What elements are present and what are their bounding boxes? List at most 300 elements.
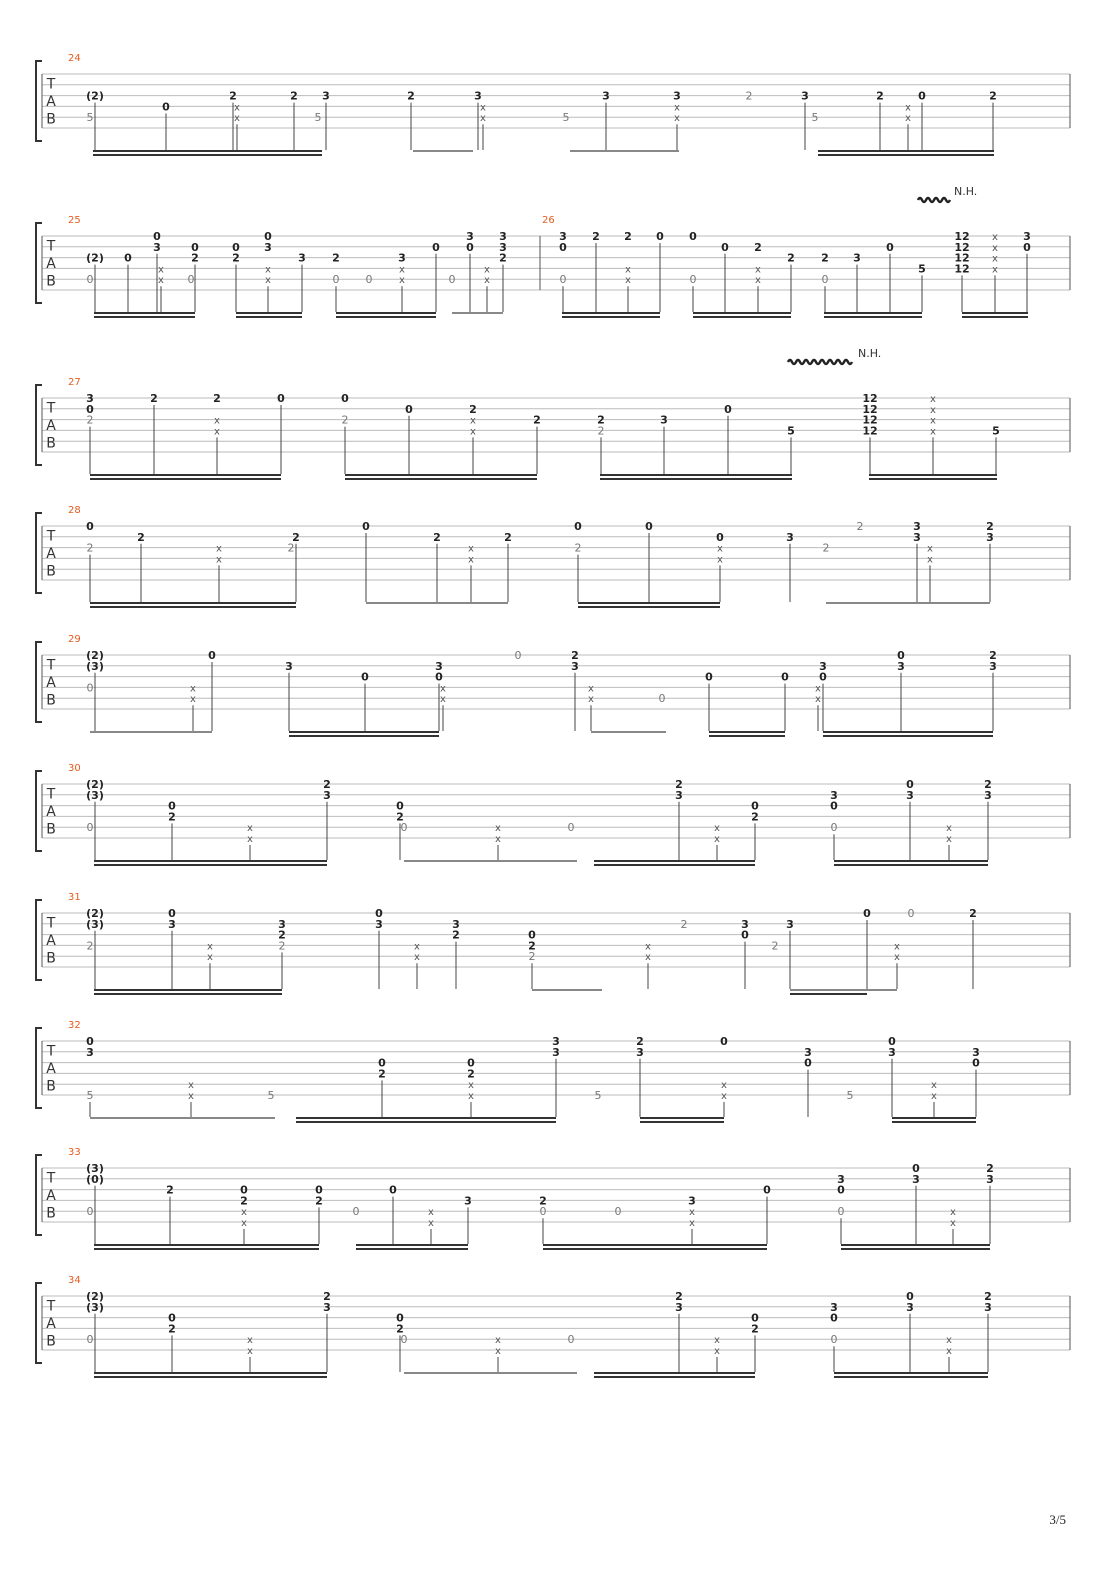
fret-number: 2 xyxy=(592,230,600,243)
muted-note: x xyxy=(484,264,490,276)
natural-harmonic-label: N.H. xyxy=(954,185,978,198)
rhythm-beam xyxy=(366,602,508,604)
rhythm-beam xyxy=(869,474,997,476)
ghost-fret-number: 0 xyxy=(86,273,94,287)
rhythm-beam xyxy=(90,1117,275,1119)
fret-number: 2 xyxy=(137,530,145,544)
system-bracket xyxy=(36,771,42,851)
muted-note: x xyxy=(755,275,761,287)
rhythm-beam xyxy=(640,1121,724,1123)
muted-note: x xyxy=(440,694,446,706)
muted-note: x xyxy=(930,404,936,416)
fret-number: 2 xyxy=(378,1067,386,1081)
fret-number: 3 xyxy=(571,659,579,673)
bar-number: 30 xyxy=(68,763,81,774)
muted-note: x xyxy=(714,834,720,845)
fret-number: 3 xyxy=(1023,230,1031,243)
fret-number: 2 xyxy=(986,520,994,533)
muted-note: x xyxy=(689,1218,695,1229)
fret-number: 0 xyxy=(897,649,905,662)
rhythm-beam xyxy=(892,1121,976,1123)
muted-note: x xyxy=(721,1080,727,1092)
fret-number: 12 xyxy=(862,402,878,416)
tab-clef-letter: A xyxy=(46,675,56,691)
fret-number: 3 xyxy=(466,230,474,243)
muted-note: x xyxy=(207,941,213,953)
fret-number: 2 xyxy=(675,778,683,791)
ghost-fret-number: 2 xyxy=(597,424,605,438)
fret-number: 3 xyxy=(264,240,272,254)
muted-note: x xyxy=(468,543,474,555)
fret-number: 2 xyxy=(290,89,298,103)
fret-number: 3 xyxy=(660,413,668,427)
tab-clef-letter: B xyxy=(46,692,56,709)
fret-number: 0 xyxy=(656,230,664,243)
fret-number: (0) xyxy=(86,1172,104,1186)
fret-number: 0 xyxy=(830,1311,838,1325)
fret-number: 0 xyxy=(819,670,827,684)
fret-number: 2 xyxy=(407,89,415,103)
tab-clef-letter: T xyxy=(46,1170,56,1187)
muted-note: x xyxy=(247,1335,253,1347)
muted-note: x xyxy=(645,941,651,953)
fret-number: 0 xyxy=(341,392,349,405)
tab-clef-letter: T xyxy=(46,238,56,255)
ghost-fret-number: 0 xyxy=(86,681,94,695)
tab-system xyxy=(36,53,1070,156)
fret-number: 2 xyxy=(499,251,507,265)
tab-clef-letter: B xyxy=(46,950,56,967)
fret-number: 0 xyxy=(972,1056,980,1070)
tab-system xyxy=(36,505,1070,608)
muted-note: x xyxy=(468,554,474,566)
rhythm-beam xyxy=(345,474,537,476)
fret-number: 3 xyxy=(168,917,176,931)
rhythm-beam xyxy=(790,993,867,995)
muted-note: x xyxy=(495,1335,501,1347)
fret-number: 3 xyxy=(972,1045,980,1059)
fret-number: 0 xyxy=(375,907,383,920)
muted-note: x xyxy=(265,275,271,287)
rhythm-beam xyxy=(93,150,322,152)
fret-number: 0 xyxy=(721,240,729,254)
fret-number: 0 xyxy=(162,100,170,114)
fret-number: 3 xyxy=(888,1045,896,1059)
ghost-fret-number: 0 xyxy=(352,1205,360,1219)
bar-number: 24 xyxy=(68,53,81,64)
rhythm-beam xyxy=(90,606,296,608)
fret-number: 0 xyxy=(405,402,413,416)
fret-number: 3 xyxy=(913,520,921,533)
muted-note: x xyxy=(480,102,486,114)
vibrato-squiggle xyxy=(788,360,852,364)
fret-number: 2 xyxy=(292,530,300,544)
muted-note: x xyxy=(207,952,213,964)
fret-number: 2 xyxy=(989,649,997,662)
fret-number: 3 xyxy=(474,89,482,103)
tab-system xyxy=(36,1275,1070,1378)
fret-number: 0 xyxy=(315,1183,323,1197)
ghost-fret-number: 2 xyxy=(278,939,286,953)
fret-number: 3 xyxy=(830,1300,838,1314)
fret-number: 0 xyxy=(361,670,369,684)
fret-number: 2 xyxy=(989,89,997,103)
fret-number: 0 xyxy=(168,1311,176,1325)
ghost-fret-number: 0 xyxy=(658,692,666,706)
ghost-fret-number: 2 xyxy=(822,541,830,555)
fret-number: 0 xyxy=(208,649,216,662)
ghost-fret-number: 0 xyxy=(567,821,575,835)
fret-number: 0 xyxy=(888,1035,896,1048)
muted-note: x xyxy=(927,543,933,555)
fret-number: 12 xyxy=(862,392,878,405)
rhythm-beam xyxy=(823,735,993,737)
fret-number: 2 xyxy=(597,413,605,427)
rhythm-beam xyxy=(841,1244,990,1246)
fret-number: 0 xyxy=(1023,240,1031,254)
fret-number: 3 xyxy=(375,917,383,931)
system-bracket xyxy=(36,642,42,722)
fret-number: 2 xyxy=(469,402,477,416)
tab-clef-letter: B xyxy=(46,1205,56,1222)
fret-number: 3 xyxy=(499,240,507,254)
fret-number: 2 xyxy=(533,413,541,427)
muted-note: x xyxy=(158,264,164,276)
muted-note: x xyxy=(717,554,723,566)
fret-number: (2) xyxy=(86,649,104,662)
fret-number: 0 xyxy=(86,402,94,416)
fret-number: 2 xyxy=(396,810,404,824)
muted-note: x xyxy=(414,941,420,953)
fret-number: 12 xyxy=(954,240,970,254)
fret-number: 0 xyxy=(689,230,697,243)
muted-note: x xyxy=(689,1207,695,1219)
fret-number: (2) xyxy=(86,89,104,103)
fret-number: 2 xyxy=(278,928,286,942)
fret-number: 2 xyxy=(433,530,441,544)
tab-clef-letter: A xyxy=(46,1188,56,1204)
fret-number: 2 xyxy=(240,1194,248,1208)
fret-number: 12 xyxy=(862,413,878,427)
rhythm-beam xyxy=(93,154,322,156)
fret-number: 2 xyxy=(984,778,992,791)
fret-number: 2 xyxy=(624,230,632,243)
muted-note: x xyxy=(247,834,253,845)
fret-number: 0 xyxy=(264,230,272,243)
fret-number: 3 xyxy=(804,1045,812,1059)
fret-number: (2) xyxy=(86,907,104,920)
fret-number: 3 xyxy=(830,788,838,802)
fret-number: 2 xyxy=(168,810,176,824)
tab-clef-letter: B xyxy=(46,435,56,452)
bar-number: 29 xyxy=(68,634,81,645)
ghost-fret-number: 0 xyxy=(86,1205,94,1219)
fret-number: (3) xyxy=(86,917,104,931)
fret-number: 0 xyxy=(168,799,176,813)
fret-number: (2) xyxy=(86,778,104,791)
ghost-fret-number: 0 xyxy=(689,273,697,287)
fret-number: 5 xyxy=(992,424,1000,438)
muted-note: x xyxy=(931,1091,937,1102)
fret-number: 3 xyxy=(559,230,567,243)
rhythm-beam xyxy=(693,316,791,318)
fret-number: (2) xyxy=(86,251,104,265)
fret-number: (3) xyxy=(86,788,104,802)
fret-number: 0 xyxy=(716,530,724,544)
muted-note: x xyxy=(247,1346,253,1357)
fret-number: 0 xyxy=(232,240,240,254)
tab-clef-letter: A xyxy=(46,418,56,434)
muted-note: x xyxy=(190,683,196,695)
muted-note: x xyxy=(946,1346,952,1357)
fret-number: 3 xyxy=(552,1035,560,1048)
ghost-fret-number: 0 xyxy=(514,649,522,662)
tab-clef-letter: T xyxy=(46,1043,56,1060)
fret-number: 2 xyxy=(232,251,240,265)
fret-number: 0 xyxy=(863,907,871,920)
fret-number: 0 xyxy=(435,670,443,684)
rhythm-beam xyxy=(594,860,755,862)
fret-number: 3 xyxy=(278,917,286,931)
fret-number: 5 xyxy=(787,424,795,438)
fret-number: 0 xyxy=(559,240,567,254)
tab-clef-letter: B xyxy=(46,821,56,838)
ghost-fret-number: 0 xyxy=(821,273,829,287)
fret-number: 3 xyxy=(86,1045,94,1059)
muted-note: x xyxy=(265,264,271,276)
fret-number: 0 xyxy=(918,89,926,103)
rhythm-beam xyxy=(826,602,990,604)
muted-note: x xyxy=(992,253,998,265)
rhythm-beam xyxy=(94,316,195,318)
ghost-fret-number: 5 xyxy=(562,111,570,125)
rhythm-beam xyxy=(543,1244,767,1246)
muted-note: x xyxy=(468,1091,474,1102)
tab-clef-letter: T xyxy=(46,657,56,674)
muted-note: x xyxy=(674,113,680,125)
fret-number: (3) xyxy=(86,1300,104,1314)
muted-note: x xyxy=(399,264,405,276)
fret-number: 0 xyxy=(86,1035,94,1048)
fret-number: 3 xyxy=(435,659,443,673)
fret-number: 3 xyxy=(323,1300,331,1314)
ghost-fret-number: 0 xyxy=(400,821,408,835)
fret-number: 0 xyxy=(906,778,914,791)
rhythm-beam xyxy=(600,474,792,476)
fret-number: 0 xyxy=(467,1056,475,1070)
rhythm-beam xyxy=(962,316,1028,318)
muted-note: x xyxy=(414,952,420,964)
rhythm-beam xyxy=(790,989,897,991)
system-bracket xyxy=(36,513,42,593)
fret-number: 0 xyxy=(886,240,894,254)
muted-note: x xyxy=(234,113,240,125)
fret-number: 0 xyxy=(751,1311,759,1325)
rhythm-beam xyxy=(841,1248,990,1250)
ghost-fret-number: 2 xyxy=(86,541,94,555)
fret-number: 3 xyxy=(153,240,161,254)
rhythm-beam xyxy=(834,1376,988,1378)
fret-number: 2 xyxy=(166,1183,174,1197)
fret-number: 3 xyxy=(552,1045,560,1059)
muted-note: x xyxy=(927,554,933,566)
ghost-fret-number: 2 xyxy=(574,541,582,555)
fret-number: 0 xyxy=(378,1056,386,1070)
rhythm-beam xyxy=(94,864,327,866)
ghost-fret-number: 0 xyxy=(907,907,915,920)
fret-number: 0 xyxy=(830,799,838,813)
page-number: 3/5 xyxy=(1049,1512,1066,1527)
rhythm-beam xyxy=(600,478,792,480)
ghost-fret-number: 0 xyxy=(539,1205,547,1219)
muted-note: x xyxy=(588,683,594,695)
rhythm-beam xyxy=(578,606,720,608)
rhythm-beam xyxy=(90,474,281,476)
fret-number: 0 xyxy=(645,520,653,533)
muted-note: x xyxy=(480,113,486,125)
muted-note: x xyxy=(428,1207,434,1219)
ghost-fret-number: 0 xyxy=(332,273,340,287)
rhythm-beam xyxy=(892,1117,976,1119)
ghost-fret-number: 2 xyxy=(771,939,779,953)
muted-note: x xyxy=(484,275,490,287)
ghost-fret-number: 2 xyxy=(680,917,688,931)
muted-note: x xyxy=(645,952,651,964)
rhythm-beam xyxy=(94,860,327,862)
fret-number: 0 xyxy=(763,1183,771,1197)
fret-number: 2 xyxy=(969,907,977,920)
muted-note: x xyxy=(468,1080,474,1092)
fret-number: 2 xyxy=(452,928,460,942)
ghost-fret-number: 2 xyxy=(341,413,349,427)
fret-number: 2 xyxy=(821,251,829,265)
rhythm-beam xyxy=(296,1121,556,1123)
fret-number: 3 xyxy=(398,251,406,265)
fret-number: 3 xyxy=(984,1300,992,1314)
fret-number: 3 xyxy=(452,917,460,931)
muted-note: x xyxy=(674,102,680,114)
rhythm-beam xyxy=(594,1372,755,1374)
muted-note: x xyxy=(190,694,196,706)
fret-number: 2 xyxy=(332,251,340,265)
rhythm-beam xyxy=(834,860,988,862)
tab-clef-letter: B xyxy=(46,1333,56,1350)
fret-number: 3 xyxy=(819,659,827,673)
muted-note: x xyxy=(158,275,164,287)
fret-number: 3 xyxy=(984,788,992,802)
rhythm-beam xyxy=(345,478,537,480)
tab-clef-letter: T xyxy=(46,400,56,417)
muted-note: x xyxy=(721,1091,727,1102)
muted-note: x xyxy=(214,426,220,438)
ghost-fret-number: 5 xyxy=(86,1089,94,1102)
muted-note: x xyxy=(815,694,821,706)
fret-number: 2 xyxy=(191,251,199,265)
rhythm-beam xyxy=(404,860,577,862)
rhythm-beam xyxy=(94,312,195,314)
fret-number: 0 xyxy=(362,520,370,533)
bar-number: 34 xyxy=(68,1275,81,1286)
muted-note: x xyxy=(714,823,720,835)
muted-note: x xyxy=(216,554,222,566)
muted-note: x xyxy=(946,1335,952,1347)
ghost-fret-number: 5 xyxy=(594,1089,602,1102)
fret-number: 2 xyxy=(751,1322,759,1336)
rhythm-beam xyxy=(289,735,439,737)
tab-system xyxy=(36,763,1070,866)
fret-number: 3 xyxy=(912,1172,920,1186)
system-bracket xyxy=(36,900,42,980)
rhythm-beam xyxy=(693,312,791,314)
system-bracket xyxy=(36,1028,42,1108)
ghost-fret-number: 0 xyxy=(365,273,373,287)
rhythm-beam xyxy=(94,1248,319,1250)
ghost-fret-number: 2 xyxy=(86,939,94,953)
muted-note: x xyxy=(234,102,240,114)
muted-note: x xyxy=(214,415,220,427)
muted-note: x xyxy=(950,1207,956,1219)
muted-note: x xyxy=(946,823,952,835)
rhythm-beam xyxy=(570,150,679,152)
fret-number: 2 xyxy=(986,1162,994,1175)
fret-number: 12 xyxy=(954,230,970,243)
muted-note: x xyxy=(399,275,405,287)
muted-note: x xyxy=(470,415,476,427)
vibrato-squiggle xyxy=(918,198,950,202)
fret-number: 12 xyxy=(862,424,878,438)
fret-number: 0 xyxy=(396,1311,404,1325)
rhythm-beam xyxy=(962,312,1028,314)
system-bracket xyxy=(36,223,42,303)
fret-number: 0 xyxy=(906,1290,914,1303)
fret-number: 3 xyxy=(801,89,809,103)
fret-number: 3 xyxy=(986,530,994,544)
rhythm-beam xyxy=(543,1248,767,1250)
fret-number: 3 xyxy=(499,230,507,243)
fret-number: 2 xyxy=(984,1290,992,1303)
fret-number: 2 xyxy=(539,1194,547,1208)
muted-note: x xyxy=(428,1218,434,1229)
muted-note: x xyxy=(905,113,911,125)
muted-note: x xyxy=(470,426,476,438)
fret-number: 2 xyxy=(787,251,795,265)
rhythm-beam xyxy=(236,312,302,314)
muted-note: x xyxy=(241,1218,247,1229)
muted-note: x xyxy=(755,264,761,276)
fret-number: 0 xyxy=(432,240,440,254)
fret-number: 3 xyxy=(986,1172,994,1186)
fret-number: 2 xyxy=(323,778,331,791)
tab-clef-letter: B xyxy=(46,563,56,580)
fret-number: 3 xyxy=(906,788,914,802)
fret-number: 3 xyxy=(673,89,681,103)
muted-note: x xyxy=(241,1207,247,1219)
ghost-fret-number: 5 xyxy=(314,111,322,125)
fret-number: 0 xyxy=(124,251,132,265)
rhythm-beam xyxy=(236,316,302,318)
fret-number: 3 xyxy=(464,1194,472,1208)
tab-system xyxy=(36,634,1070,737)
fret-number: 0 xyxy=(724,402,732,416)
fret-number: 3 xyxy=(989,659,997,673)
fret-number: 2 xyxy=(754,240,762,254)
ghost-fret-number: 5 xyxy=(267,1089,275,1102)
muted-note: x xyxy=(714,1346,720,1357)
rhythm-beam xyxy=(90,602,296,604)
fret-number: 0 xyxy=(153,230,161,243)
fret-number: 0 xyxy=(466,240,474,254)
fret-number: 3 xyxy=(636,1045,644,1059)
